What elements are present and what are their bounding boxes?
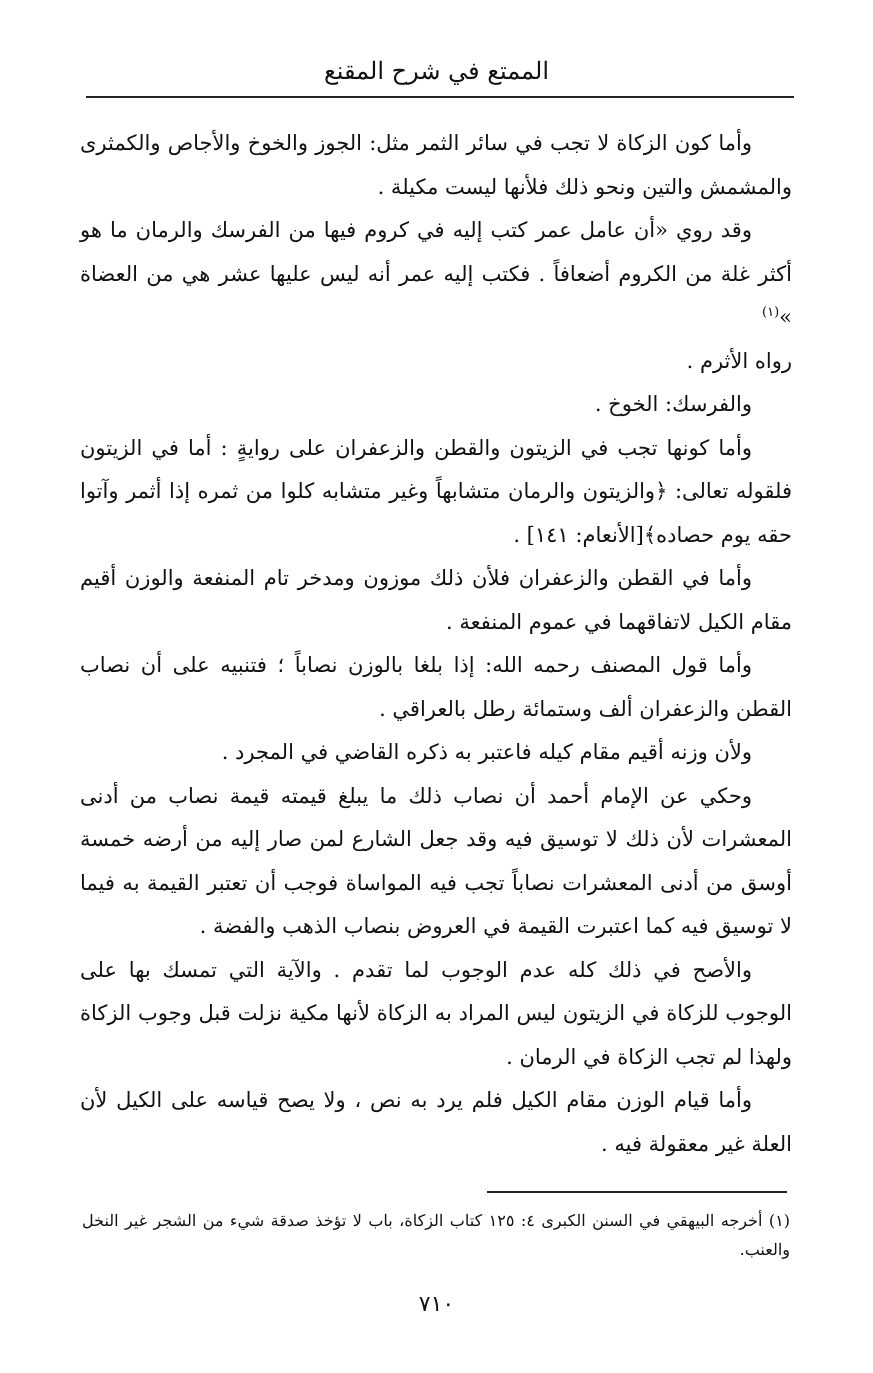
paragraph-2-text: وقد روي «أن عامل عمر كتب إليه في كروم فيها من الفرسك والرمان ما هو أكثر غلة من الكروم أضعافاً . فكتب إليه عمر أنه ليس عليها عشر هي من العضاة » [80, 218, 792, 329]
footnote-reference-marker[interactable]: (١) [762, 305, 780, 320]
paragraph-11: وأما قيام الوزن مقام الكيل فلم يرد به نص ، ولا يصح قياسه على الكيل لأن العلة غير معقولة فيه . [80, 1088, 792, 1156]
main-text [80, 122, 792, 1166]
page-number: ٧١٠ [418, 1292, 455, 1317]
header-rule [86, 96, 794, 98]
footnote-rule [487, 1191, 787, 1193]
paragraph-5: وأما كونها تجب في الزيتون والقطن والزعفران على روايةٍ : أما في الزيتون فلقوله تعالى: ﴿والزيتون والرمان متشابهاً وغير متشابه كلوا من ثمره إذا أثمر وآتوا حقه يوم حصاده﴾[الأنعام: ١٤١] . [80, 435, 792, 547]
paragraph-8: ولأن وزنه أقيم مقام كيله فاعتبر به ذكره القاضي في المجرد . [221, 740, 752, 764]
paragraph-3: رواه الأثرم . [686, 348, 792, 373]
paragraph-2 [80, 209, 792, 340]
paragraph-10: والأصح في ذلك كله عدم الوجوب لما تقدم . والآية التي تمسك بها على الوجوب للزكاة في الزيتون ليس المراد به الزكاة لأنها مكية نزلت قبل وجوب الزكاة ولهذا لم تجب الزكاة في الرمان . [80, 957, 792, 1069]
footnote-1: (١) أخرجه البيهقي في السنن الكبرى ٤: ١٢٥ كتاب الزكاة، باب لا تؤخذ صدقة شيء من الشجر غير النخل والعنب. [82, 1211, 790, 1259]
running-header-title: الممتع في شرح المقنع [324, 57, 549, 85]
paragraph-1: وأما كون الزكاة لا تجب في سائر الثمر مثل: الجوز والخوخ والأجاص والكمثرى والمشمش والتين ونحو ذلك فلأنها ليست مكيلة . [80, 131, 792, 199]
paragraph-4: والفرسك: الخوخ . [594, 392, 752, 416]
paragraph-7: وأما قول المصنف رحمه الله: إذا بلغا بالوزن نصاباً ؛ فتنبيه على أن نصاب القطن والزعفران ألف وستمائة رطل بالعراقي . [80, 653, 792, 721]
paragraph-6: وأما في القطن والزعفران فلأن ذلك موزون ومدخر تام المنفعة والوزن أقيم مقام الكيل لاتفاقهما في عموم المنفعة . [80, 566, 792, 634]
footnote-block [82, 1206, 790, 1264]
paragraph-9: وحكي عن الإمام أحمد أن نصاب ذلك ما يبلغ قيمته قيمة نصاب من أدنى المعشرات لأن ذلك لا توسيق فيه وقد جعل الشارع لمن صار إليه من أرضه خمسة أوسق من أدنى المعشرات نصاباً تجب فيه المواساة فوجب أن تعتبر القيمة به فيما لا توسيق فيه كما اعتبرت القيمة في العروض بنصاب الذهب والفضة . [80, 783, 792, 938]
